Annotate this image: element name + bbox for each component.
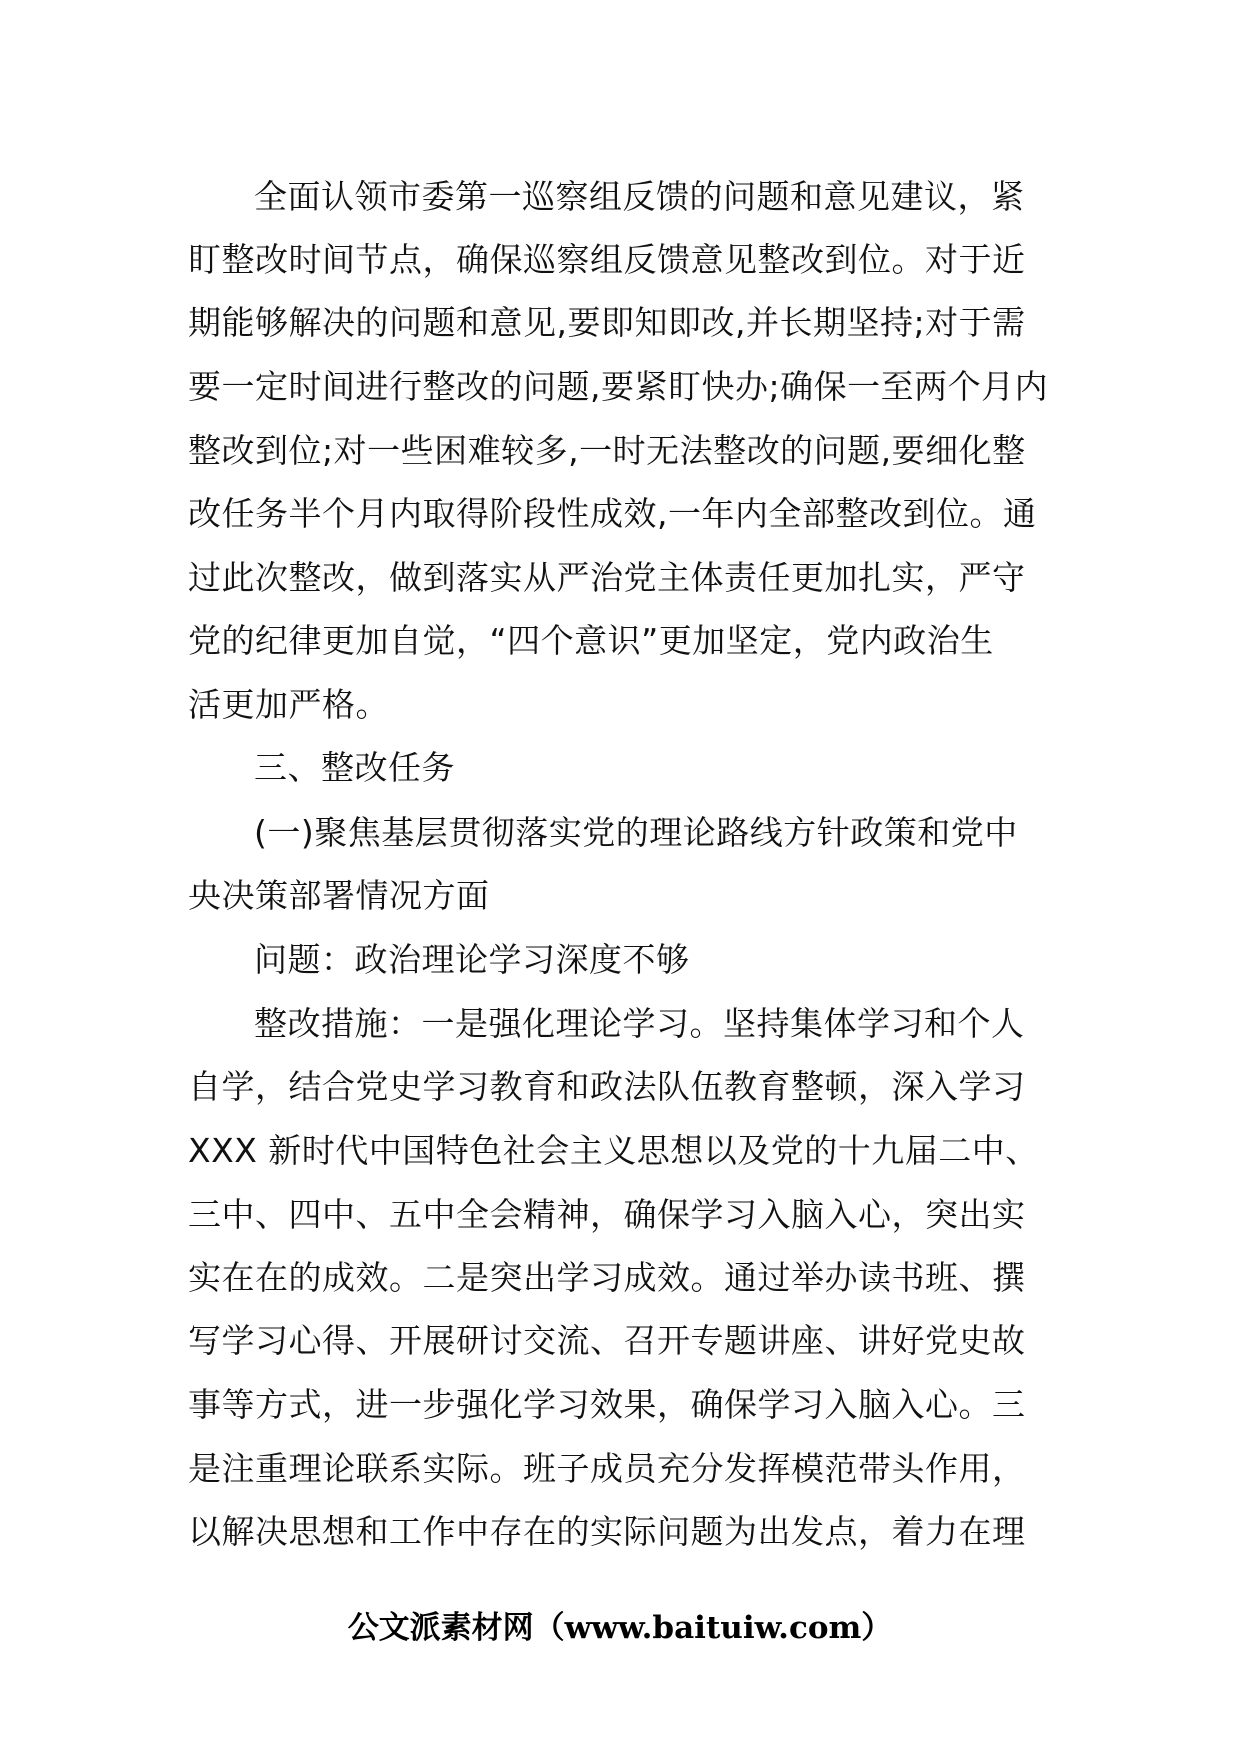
- paragraph-line: 整改到位;对一些困难较多,一时无法整改的问题,要细化整: [188, 431, 1026, 470]
- paragraph-line: 三中、四中、五中全会精神，确保学习入脑入心，突出实: [188, 1195, 1026, 1234]
- paragraph-line: 改任务半个月内取得阶段性成效,一年内全部整改到位。通: [188, 494, 1037, 533]
- paragraph-line: 实在在的成效。二是突出学习成效。通过举办读书班、撰: [188, 1258, 1026, 1297]
- paragraph-line: 过此次整改，做到落实从严治党主体责任更加扎实，严守: [188, 558, 1026, 597]
- paragraph-line: 党的纪律更加自觉，“四个意识”更加坚定，党内政治生: [188, 621, 994, 660]
- footer-watermark: 公文派素材网（www.baituiw.com）: [347, 1610, 893, 1646]
- paragraph-line: 要一定时间进行整改的问题,要紧盯快办;确保一至两个月内: [188, 367, 1049, 406]
- section-heading: 三、整改任务: [254, 748, 455, 787]
- paragraph-line: 期能够解决的问题和意见,要即知即改,并长期坚持;对于需: [188, 303, 1026, 342]
- paragraph-line: 自学，结合党史学习教育和政法队伍教育整顿，深入学习: [188, 1067, 1026, 1106]
- subsection-heading-continued: 央决策部署情况方面: [188, 876, 490, 915]
- paragraph-line: 整改措施：一是强化理论学习。坚持集体学习和个人: [254, 1004, 1025, 1043]
- paragraph-line: 活更加严格。: [188, 685, 389, 724]
- subsection-heading: (一)聚焦基层贯彻落实党的理论路线方针政策和党中: [254, 813, 1018, 852]
- paragraph-line: 是注重理论联系实际。班子成员充分发挥模范带头作用，: [188, 1449, 1026, 1488]
- paragraph-line: 写学习心得、开展研讨交流、召开专题讲座、讲好党史故: [188, 1321, 1026, 1360]
- paragraph-line: XXX 新时代中国特色社会主义思想以及党的十九届二中、: [188, 1131, 1039, 1170]
- paragraph-line: 盯整改时间节点，确保巡察组反馈意见整改到位。对于近: [188, 240, 1026, 279]
- problem-statement: 问题：政治理论学习深度不够: [254, 940, 690, 979]
- paragraph-line: 事等方式，进一步强化学习效果，确保学习入脑入心。三: [188, 1385, 1026, 1424]
- paragraph-line: 以解决思想和工作中存在的实际问题为出发点，着力在理: [188, 1512, 1026, 1551]
- paragraph-line: 全面认领市委第一巡察组反馈的问题和意见建议，紧: [254, 177, 1025, 216]
